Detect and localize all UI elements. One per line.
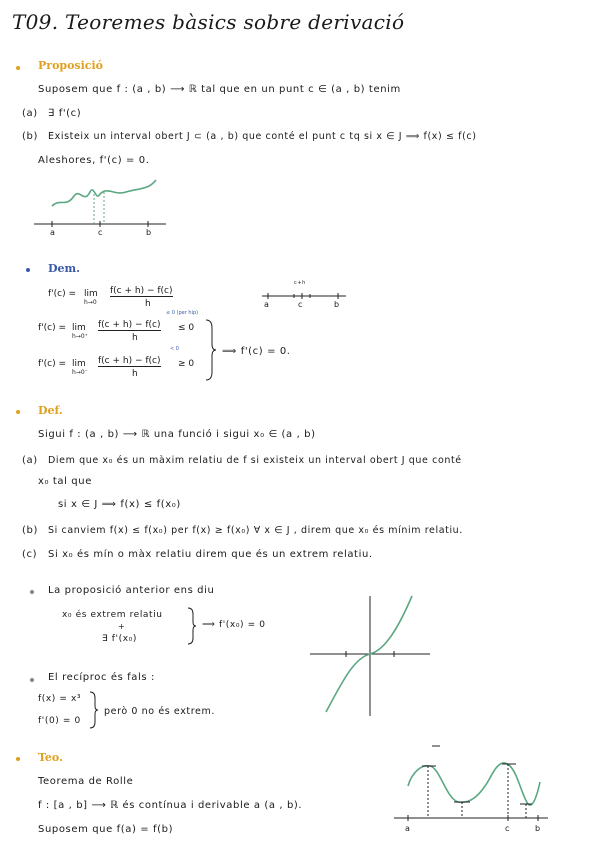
def-b-text: Si canviem f(x) ≤ f(x₀) per f(x) ≥ f(x₀) ∀ x ∈ J , direm que x₀ és mínim relatiu. [48, 525, 463, 536]
teo-name: Teorema de Rolle [38, 776, 134, 787]
demo-axis-c: c [298, 300, 303, 309]
eq3-lhs: f'(c) = [38, 359, 67, 369]
prop-b-label: (b) [22, 131, 38, 142]
eq2-rhs: ≤ 0 [178, 323, 195, 333]
def-a-text3: si x ∈ J ⟹ f(x) ≤ f(x₀) [58, 499, 181, 510]
def-a-text2: x₀ tal que [38, 476, 92, 487]
graph1-b: b [146, 228, 152, 237]
bullet-dot [30, 678, 34, 682]
eq1-den: h [145, 299, 151, 309]
eq2-num: f(c + h) − f(c) [98, 320, 161, 330]
note1-b: ∃ f'(x₀) [102, 634, 137, 644]
def-a-label: (a) [22, 455, 38, 466]
prop-a-text: ∃ f'(c) [48, 108, 82, 119]
page-title: T09. Teoremes bàsics sobre derivació [12, 10, 405, 34]
def-heading: Def. [38, 404, 63, 417]
graph1-a: a [50, 228, 56, 237]
demo-axis-b: b [334, 300, 340, 309]
brace [186, 606, 198, 646]
note1-plus: + [118, 622, 126, 631]
eq3-note: < 0 [170, 346, 179, 352]
note1-res: ⟹ f'(x₀) = 0 [202, 620, 266, 630]
note2-b: f'(0) = 0 [38, 716, 81, 726]
eq1-sub: h→0 [84, 299, 97, 306]
teo-line2: Suposem que f(a) = f(b) [38, 824, 174, 835]
def-b-label: (b) [22, 525, 38, 536]
brace [88, 690, 100, 730]
demo-conclusion: ⟹ f'(c) = 0. [222, 346, 291, 357]
note1-a: x₀ és extrem relatiu [62, 610, 163, 620]
demo-heading: Dem. [48, 262, 81, 275]
def-line1: Sigui f : (a , b) ⟶ ℝ una funció i sigui x₀ ∈ (a , b) [38, 429, 316, 440]
prop-a-label: (a) [22, 108, 38, 119]
eq3-sub: h→0⁻ [72, 369, 88, 376]
eq3-lim: lim [72, 359, 86, 369]
bullet-dot [30, 590, 34, 594]
note1: La proposició anterior ens diu [48, 585, 215, 596]
eq1-num: f(c + h) − f(c) [110, 286, 173, 296]
eq2-note: ≤ 0 (per hip) [166, 310, 199, 316]
graph-cubic [308, 594, 434, 720]
teo-line1: f : [a , b] ⟶ ℝ és contínua i derivable a (a , b). [38, 800, 303, 811]
eq2-den: h [132, 333, 138, 343]
note2-a: f(x) = x³ [38, 694, 82, 704]
brace [204, 318, 218, 382]
bullet-dot [16, 66, 20, 70]
prop-b-text: Existeix un interval obert J ⊂ (a , b) que conté el punt c tq si x ∈ J ⟹ f(x) ≤ f(c) [48, 131, 477, 142]
demo-axis-a: a [264, 300, 270, 309]
note2: El recíproc és fals : [48, 672, 155, 683]
bullet-dot [26, 268, 30, 272]
bullet-dot [16, 410, 20, 414]
def-c-label: (c) [22, 549, 38, 560]
rolle-c: c [505, 824, 510, 833]
rolle-b: b [535, 824, 541, 833]
def-c-text: Si x₀ és mín o màx relatiu direm que és un extrem relatiu. [48, 549, 373, 560]
def-a-text: Diem que x₀ és un màxim relatiu de f si existeix un interval obert J que conté [48, 455, 462, 466]
graph-rolle [392, 742, 552, 826]
graph1-c: c [98, 228, 103, 237]
eq2-lim: lim [72, 323, 86, 333]
prop-then: Aleshores, f'(c) = 0. [38, 155, 150, 166]
eq2-sub: h→0⁺ [72, 333, 88, 340]
eq3-den: h [132, 369, 138, 379]
eq3-num: f(c + h) − f(c) [98, 356, 161, 366]
prop-heading: Proposició [38, 59, 104, 72]
prop-line1: Suposem que f : (a , b) ⟶ ℝ tal que en un punt c ∈ (a , b) tenim [38, 84, 401, 95]
note2-res: però 0 no és extrem. [104, 706, 215, 717]
demo-axis-marks: c+h [294, 280, 306, 286]
eq3-rhs: ≥ 0 [178, 359, 195, 369]
eq2-lhs: f'(c) = [38, 323, 67, 333]
rolle-a: a [405, 824, 411, 833]
eq1-lhs: f'(c) = [48, 289, 77, 299]
teo-heading: Teo. [38, 751, 63, 764]
eq1-lim: lim [84, 289, 98, 299]
bullet-dot [16, 757, 20, 761]
